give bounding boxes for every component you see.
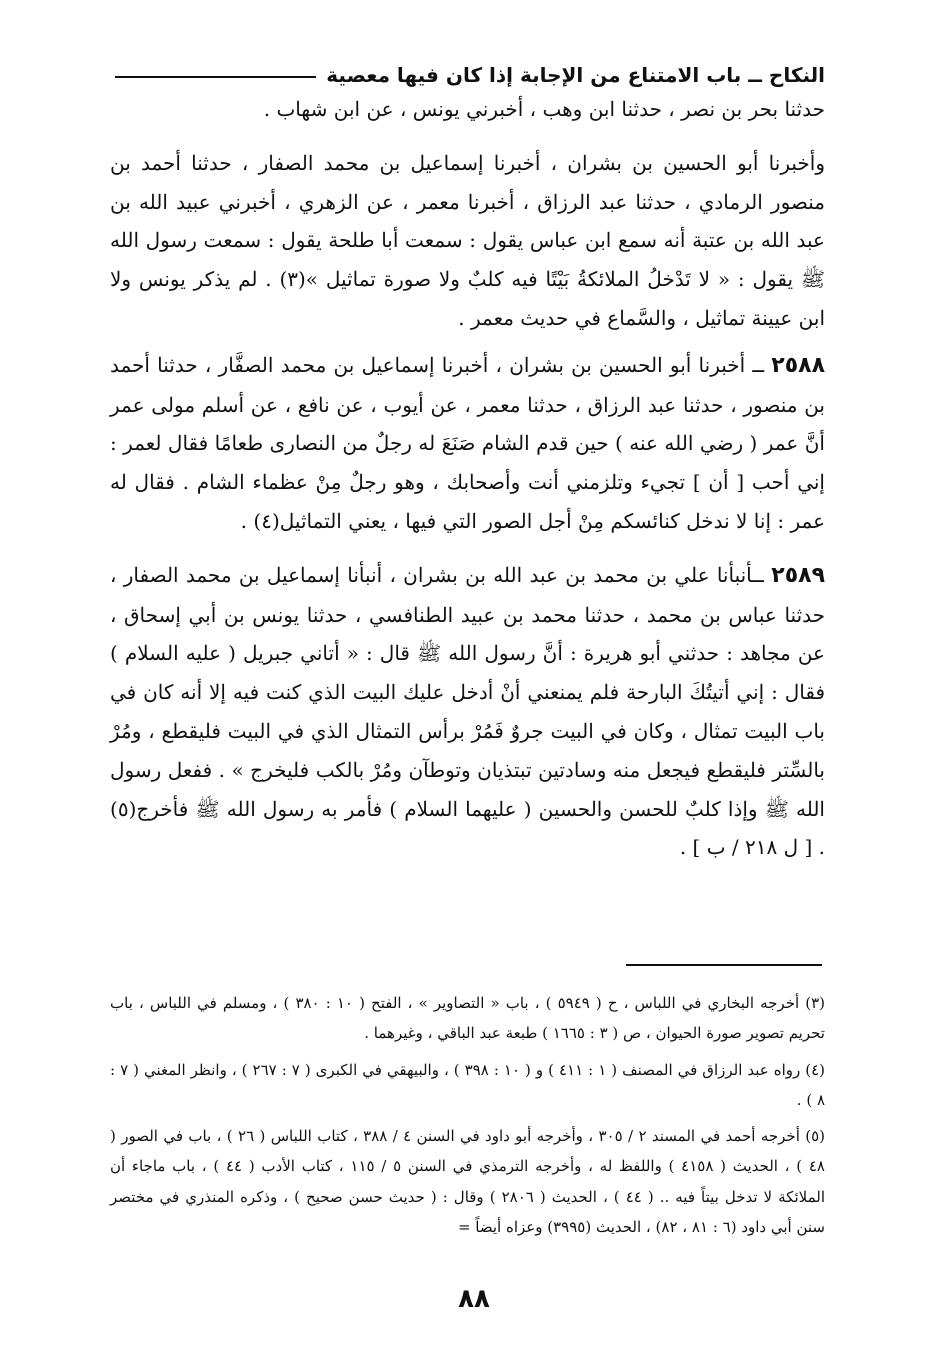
running-title: النكاح ــ باب الامتناع من الإجابة إذا كان فيها معصية xyxy=(326,63,825,87)
footnotes xyxy=(110,988,825,1242)
footnote-4: (٤) رواه عبد الرزاق في المصنف ( ١ : ٤١١ ) و ( ١٠ : ٣٩٨ ) ، والبيهقي في الكبرى ( ٧ : ٢٦٧ ) ، وانظر المغني ( ٧ : ٨ ) . xyxy=(110,1060,826,1109)
paragraph-second-chain: وأخبرنا أبو الحسين بن بشران ، أخبرنا إسماعيل بن محمد الصفار ، حدثنا أحمد بن منصور الرمادي ، حدثنا عبد الرزاق ، أخبرنا معمر ، عن الزهري ، أخبرني عبيد الله بن عبد الله بن عتبة أنه سمع ابن عباس يقول : سمعت أبا طلحة يقول : سمعت رسول الله ﷺ يقول : « لا تَدْخلُ الملائكةُ بَيْتًا فيه كلبٌ ولا صورة تماثيل »(٣) . لم يذكر يونس ولا ابن عيينة تماثيل ، والسَّماع في حديث معمر . xyxy=(110,150,825,330)
hadith-number-2588: ٢٥٨٨ xyxy=(771,352,825,378)
hadith-2588-text: أخبرنا أبو الحسين بن بشران ، أخبرنا إسماعيل بن محمد الصفَّار ، حدثنا أحمد بن منصور ، حدثنا عبد الرزاق ، حدثنا معمر ، عن أيوب ، عن نافع ، عن أسلم مولى عمر أنَّ عمر ( رضي الله عنه ) حين قدم الشام صَنَعَ له رجلٌ من النصارى طعامًا فقال لعمر : إني أحب [ أن ] تجيء وتلزمني أنت وأصحابك ، وهو رجلٌ مِنْ عظماء الشام . فقال له عمر : إنا لا ندخل كنائسكم مِنْ أجل الصور التي فيها ، يعني التماثيل(٤) . xyxy=(110,352,825,533)
header-rule xyxy=(115,76,316,78)
hadith-2589-text: أنبأنا علي بن محمد بن عبد الله بن بشران ، أنبأنا إسماعيل بن محمد الصفار ، حدثنا عباس بن محمد ، حدثنا محمد بن عبيد الطنافسي ، حدثنا يونس بن أبي إسحاق ، عن مجاهد : حدثني أبو هريرة : أنَّ رسول الله ﷺ قال : « أتاني جبريل ( عليه السلام ) فقال : إني أتيتُكَ البارحة فلم يمنعني أنْ أدخل عليك البيت الذي كنت فيه إلا أنه كان في باب البيت تمثال ، وكان في البيت جروٌ فَمُرْ برأس التمثال الذي في البيت فليقطع ، ومُرْ بالسِّتر فليقطع فيجعل منه وسادتين تبتذيان وتوطآن ومُرْ بالكب فليخرج » . ففعل رسول الله ﷺ وإذا كلبٌ للحسن والحسين ( عليهما السلام ) فأمر به رسول الله ﷺ فأخرج(٥) . [ ل ٢١٨ / ب ] . xyxy=(110,562,825,860)
page-number: ٨٨ xyxy=(458,1284,490,1314)
main-text xyxy=(110,90,825,867)
hadith-number-2589: ٢٥٨٩ xyxy=(771,562,825,588)
hadith-2589 xyxy=(110,556,825,867)
hadith-2588 xyxy=(110,346,825,541)
footnote-separator xyxy=(626,964,822,966)
hadith-separator: ــ xyxy=(752,562,772,587)
footnote-3: (٣) أخرجه البخاري في اللباس ، ح ( ٥٩٤٩ ) ، باب « التصاوير » ، الفتح ( ١٠ : ٣٨٠ ) ، ومسلم في اللباس ، باب تحريم تصوير صورة الحيوان ، ص ( ٣ : ١٦٦٥ ) طبعة عبد الباقي ، وغيرهما . xyxy=(110,994,826,1043)
paragraph-intro: حدثنا بحر بن نصر ، حدثنا ابن وهب ، أخبرني يونس ، عن ابن شهاب . xyxy=(263,97,825,121)
footnote-5: (٥) أخرجه أحمد في المسند ٢ / ٣٠٥ ، وأخرجه أبو داود في السنن ٤ / ٣٨٨ ، كتاب اللباس ( ٢٦ ) ، باب في الصور ( ٤٨ ) ، الحديث ( ٤١٥٨ ) واللفظ له ، وأخرجه الترمذي في السنن ٥ / ١١٥ ، كتاب الأدب ( ٤٤ ) ، باب ماجاء أن الملائكة لا تدخل بيتاً فيه .. ( ٤٤ ) ، الحديث ( ٢٨٠٦ ) وقال : ( حديث حسن صحيح ) ، وذكره المنذري في مختصر سنن أبي داود (٦ : ٨١ ، ٨٢) ، الحديث (٣٩٩٥) وعزاه أيضاً = xyxy=(110,1127,826,1237)
hadith-separator: ــ xyxy=(745,352,772,377)
running-header xyxy=(115,58,825,92)
